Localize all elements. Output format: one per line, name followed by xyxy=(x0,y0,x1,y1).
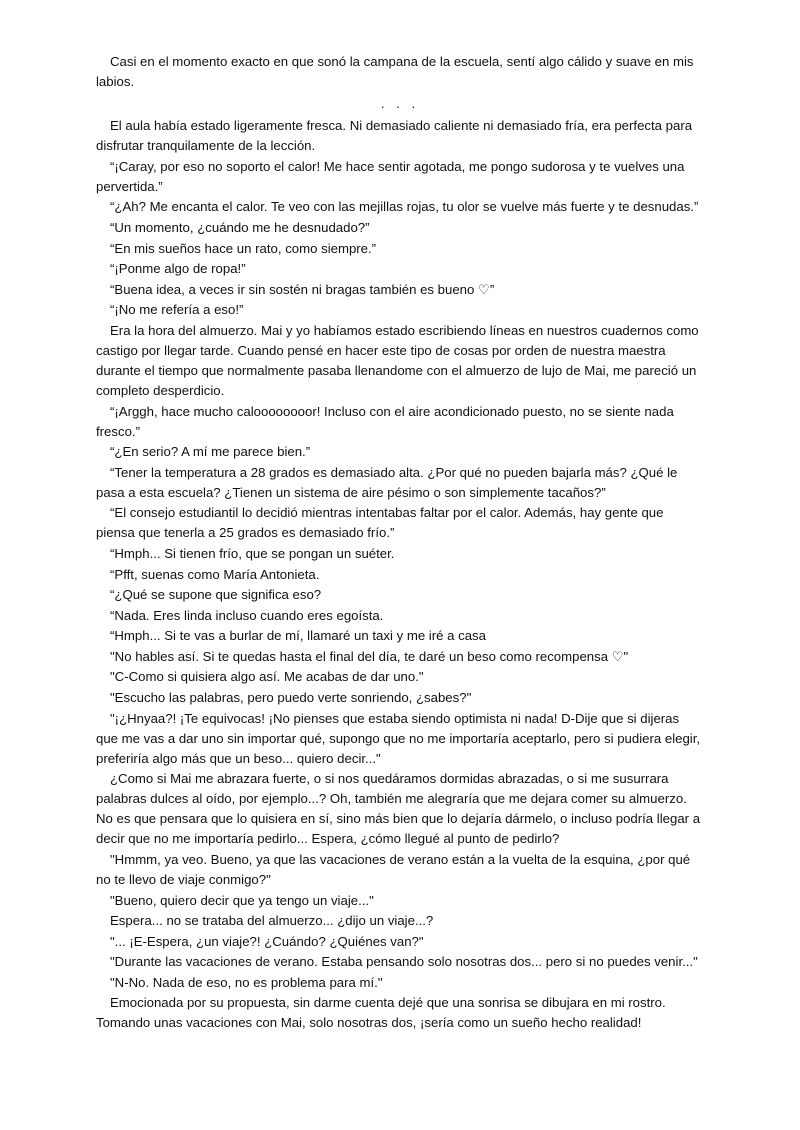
paragraph: "... ¡E-Espera, ¿un viaje?! ¿Cuándo? ¿Quiénes van?" xyxy=(110,933,424,949)
paragraph: “¿Qué se supone que significa eso? xyxy=(110,587,322,603)
paragraph: “Un momento, ¿cuándo me he desnudado?” xyxy=(110,220,370,235)
paragraph: "Durante las vacaciones de verano. Estaba pensando solo nosotras dos... pero si no puedes venir..." xyxy=(110,954,698,970)
paragraph: “¡Arggh, hace mucho caloooooooor! Incluso con el aire acondicionado puesto, no se siente nada fresco.” xyxy=(96,403,674,439)
paragraph: “¿Ah? Me encanta el calor. Te veo con las mejillas rojas, tu olor se vuelve más fuerte y te desnudas.” xyxy=(110,199,699,215)
paragraph: “¡No me refería a eso!” xyxy=(110,302,244,318)
paragraph: "Hmmm, ya veo. Bueno, ya que las vacaciones de verano están a la vuelta de la esquina, ¿por qué no te llevo de viaje conmigo?" xyxy=(96,851,691,887)
paragraph: “¡Ponme algo de ropa!” xyxy=(110,261,246,277)
paragraph: "Escucho las palabras, pero puedo verte sonriendo, ¿sabes?" xyxy=(110,689,472,705)
scene-break: . . . xyxy=(380,96,420,112)
paragraph: El aula había estado ligeramente fresca. Ni demasiado caliente ni demasiado fría, era perfecta para disfrutar tranquilamente de la lección. xyxy=(96,118,693,154)
paragraph: "C-Como si quisiera algo así. Me acabas de dar uno." xyxy=(110,669,424,685)
paragraph: Emocionada por su propuesta, sin darme cuenta dejé que una sonrisa se dibujara en mi rostro. Tomando unas vacaciones con Mai, solo nosotras dos, ¡sería como un sueño hecho realidad! xyxy=(96,995,666,1031)
paragraph: “En mis sueños hace un rato, como siempre.” xyxy=(110,240,377,256)
paragraph: “Tener la temperatura a 28 grados es demasiado alta. ¿Por qué no pueden bajarla más? ¿Qué le pasa a esta escuela? ¿Tienen un sistema de aire pésimo o son simplemente tacaños?” xyxy=(96,464,678,500)
paragraph: "Bueno, quiero decir que ya tengo un viaje..." xyxy=(110,892,374,908)
paragraph: “Buena idea, a veces ir sin sostén ni bragas también es bueno ♡” xyxy=(110,281,495,297)
paragraph: Casi en el momento exacto en que sonó la campana de la escuela, sentí algo cálido y suave en mis labios. xyxy=(96,54,694,90)
paragraph: "N-No. Nada de eso, no es problema para mí." xyxy=(110,974,383,990)
paragraph: “¿En serio? A mí me parece bien.” xyxy=(110,444,311,460)
paragraph: "No hables así. Si te quedas hasta el final del día, te daré un beso como recompensa ♡" xyxy=(110,648,629,664)
document-body xyxy=(96,52,704,1034)
paragraph: Era la hora del almuerzo. Mai y yo habíamos estado escribiendo líneas en nuestros cuadernos como castigo por llegar tarde. Cuando pensé en hacer este tipo de cosas por orden de nuestra maestra durante el tiempo que normalmente pasaba llenandome con el almuerzo de lujo de Mai, me pareció un completo desperdicio. xyxy=(96,322,699,398)
paragraph: “El consejo estudiantil lo decidió mientras intentabas faltar por el calor. Además, hay gente que piensa que tenerla a 25 grados es demasiado frío.” xyxy=(96,505,664,541)
paragraph: “Hmph... Si te vas a burlar de mí, llamaré un taxi y me iré a casa xyxy=(110,628,486,644)
paragraph: Espera... no se trataba del almuerzo... ¿dijo un viaje...? xyxy=(110,913,434,929)
paragraph: “Nada. Eres linda incluso cuando eres egoísta. xyxy=(110,607,384,623)
paragraph: “¡Caray, por eso no soporto el calor! Me hace sentir agotada, me pongo sudorosa y te vuelves una pervertida.” xyxy=(96,158,685,194)
paragraph: "¡¿Hnyaa?! ¡Te equivocas! ¡No pienses que estaba siendo optimista ni nada! D-Dije que si dijeras que me vas a dar uno sin importar qué, supongo que no me importaría aceptarlo, pero si pudiera elegir, preferiría algo más que un beso... quiero decir..." xyxy=(96,710,701,766)
paragraph: “Hmph... Si tienen frío, que se pongan un suéter. xyxy=(110,546,395,561)
paragraph: “Pfft, suenas como María Antonieta. xyxy=(110,566,320,582)
paragraph: ¿Como si Mai me abrazara fuerte, o si nos quedáramos dormidas abrazadas, o si me susurrara palabras dulces al oído, por ejemplo...? Oh, también me alegraría que me dejara comer su almuerzo. No es que pensara que lo quisiera en sí, sino más bien que lo dejaría dármelo, o incluso podría llegar a decir que no me importaría pedirlo... Espera, ¿cómo llegué al punto de pedirlo? xyxy=(96,771,701,847)
